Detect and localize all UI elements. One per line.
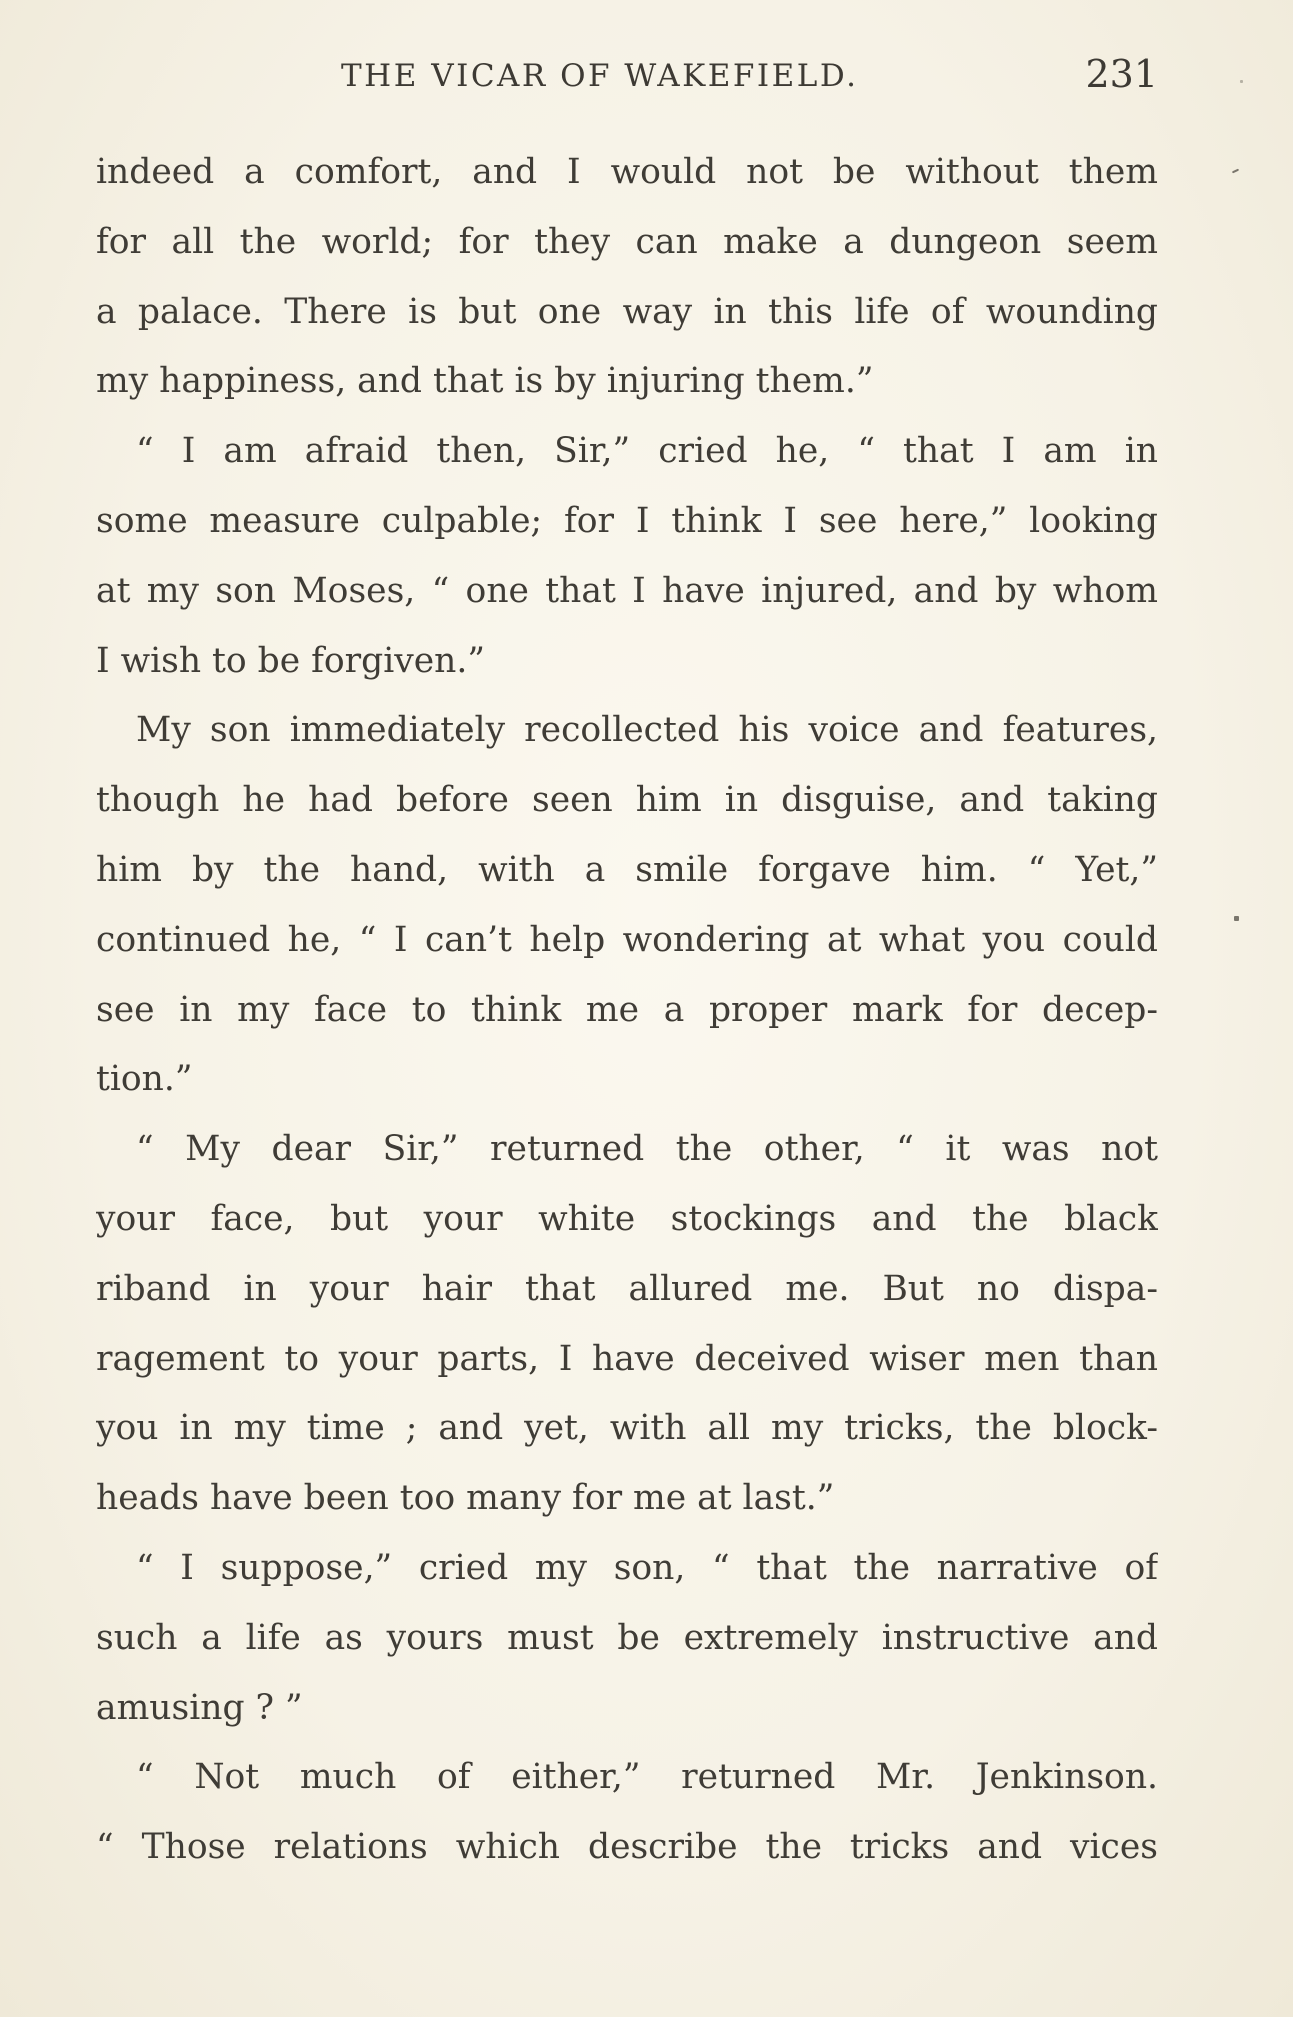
text-line: your face, but your white stockings and the black	[96, 1198, 1158, 1239]
text-line: heads have been too many for me at last.”	[96, 1478, 835, 1519]
paper-speck	[1232, 169, 1239, 174]
text-line: “ Those relations which describe the tricks and vices	[96, 1827, 1158, 1868]
text-line: such a life as yours must be extremely instructive and	[96, 1617, 1158, 1658]
page-number: 231	[1085, 52, 1158, 96]
text-line: some measure culpable; for I think I see here,” looking	[96, 500, 1158, 541]
text-line: tion.”	[96, 1059, 193, 1100]
text-line: riband in your hair that allured me. But no dispa-	[96, 1268, 1158, 1309]
text-line: “ Not much of either,” returned Mr. Jenkinson.	[136, 1757, 1158, 1798]
running-title: THE VICAR OF WAKEFIELD.	[341, 58, 859, 94]
text-line: my happiness, and that is by injuring them.”	[96, 361, 874, 402]
text-line: at my son Moses, “ one that I have injured, and by whom	[96, 570, 1158, 611]
text-line: My son immediately recollected his voice and features,	[136, 710, 1158, 751]
text-line: “ I suppose,” cried my son, “ that the narrative of	[136, 1547, 1158, 1588]
body-text	[96, 138, 1158, 1883]
text-line: a palace. There is but one way in this life of wounding	[96, 291, 1158, 332]
text-line: “ My dear Sir,” returned the other, “ it was not	[136, 1129, 1158, 1170]
text-line: I wish to be forgiven.”	[96, 640, 486, 681]
text-line: though he had before seen him in disguise, and taking	[96, 780, 1158, 821]
text-line: indeed a comfort, and I would not be without them	[96, 152, 1158, 192]
text-line: continued he, “ I can’t help wondering at what you could	[96, 919, 1158, 960]
text-line: “ I am afraid then, Sir,” cried he, “ that I am in	[136, 431, 1158, 472]
text-line: for all the world; for they can make a dungeon seem	[96, 221, 1158, 262]
text-line: him by the hand, with a smile forgave him. “ Yet,”	[96, 849, 1158, 890]
text-line: see in my face to think me a proper mark for decep-	[96, 989, 1158, 1030]
paper-speck	[1234, 916, 1239, 921]
running-head	[96, 48, 1158, 104]
text-line: amusing ? ”	[96, 1687, 303, 1728]
text-line: you in my time ; and yet, with all my tricks, the block-	[96, 1408, 1158, 1449]
paper-speck	[1240, 80, 1243, 83]
text-line: ragement to your parts, I have deceived wiser men than	[96, 1338, 1158, 1379]
